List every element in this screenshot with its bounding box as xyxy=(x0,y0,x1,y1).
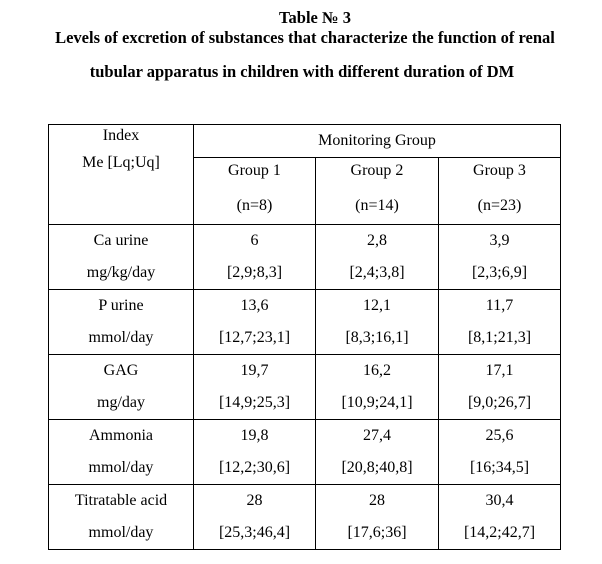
value-cell xyxy=(439,290,561,355)
value-cell xyxy=(439,225,561,290)
quartile-range: [25,3;46,4] xyxy=(218,524,291,541)
quartile-range: [8,3;16,1] xyxy=(345,329,409,346)
median-value: 17,1 xyxy=(485,362,514,379)
row-name: Ammonia xyxy=(89,427,153,444)
median-value: 3,9 xyxy=(489,232,510,249)
quartile-range: [2,3;6,9] xyxy=(471,264,528,281)
row-unit: mmol/day xyxy=(88,459,154,476)
row-label-cell xyxy=(49,290,194,355)
quartile-range: [14,9;25,3] xyxy=(218,394,291,411)
median-value: 19,7 xyxy=(240,362,269,379)
quartile-range: [14,2;42,7] xyxy=(463,524,536,541)
row-name: Titratable acid xyxy=(74,492,168,509)
quartile-range: [16;34,5] xyxy=(469,459,530,476)
table-title-line-1: Levels of excretion of substances that characterize the function of renal xyxy=(55,28,555,47)
group-3-header xyxy=(439,158,561,225)
row-unit: mg/day xyxy=(97,394,145,411)
table-title-line-2: tubular apparatus in children with different duration of DM xyxy=(89,62,515,81)
value-cell xyxy=(194,485,316,550)
quartile-range: [8,1;21,3] xyxy=(467,329,532,346)
group-count: (n=8) xyxy=(236,197,273,214)
group-name: Group 3 xyxy=(473,162,526,179)
quartile-range: [2,4;3,8] xyxy=(349,264,405,281)
median-value: 12,1 xyxy=(363,297,391,314)
index-header-label: Index xyxy=(102,127,140,144)
row-name: GAG xyxy=(103,362,139,379)
row-name: P urine xyxy=(98,297,144,314)
row-label-cell xyxy=(49,485,194,550)
group-name: Group 1 xyxy=(228,162,281,179)
group-count: (n=23) xyxy=(477,197,522,214)
table-row xyxy=(49,355,561,420)
quartile-range: [12,2;30,6] xyxy=(218,459,291,476)
row-name: Ca urine xyxy=(93,232,149,249)
quartile-range: [10,9;24,1] xyxy=(341,394,413,411)
table-number: Table № 3 xyxy=(279,8,351,27)
median-value: 25,6 xyxy=(485,427,514,444)
value-cell xyxy=(439,420,561,485)
median-value: 6 xyxy=(250,232,259,249)
median-value: 2,8 xyxy=(367,232,387,249)
value-cell xyxy=(194,420,316,485)
group-1-header xyxy=(194,158,316,225)
row-unit: mmol/day xyxy=(88,329,154,346)
median-value: 28 xyxy=(246,492,263,509)
index-header-cell xyxy=(49,125,194,225)
index-header-stat: Me [Lq;Uq] xyxy=(82,154,160,171)
value-cell xyxy=(316,485,439,550)
value-cell xyxy=(194,225,316,290)
value-cell xyxy=(439,485,561,550)
median-value: 28 xyxy=(369,492,385,509)
median-value: 16,2 xyxy=(363,362,391,379)
value-cell xyxy=(316,355,439,420)
quartile-range: [12,7;23,1] xyxy=(218,329,291,346)
table-row xyxy=(49,290,561,355)
row-unit: mmol/day xyxy=(88,524,154,541)
table-row xyxy=(49,225,561,290)
quartile-range: [9,0;26,7] xyxy=(467,394,532,411)
monitoring-group-header: Monitoring Group xyxy=(194,125,561,158)
value-cell xyxy=(194,290,316,355)
group-2-header xyxy=(316,158,439,225)
value-cell xyxy=(316,225,439,290)
row-unit: mg/kg/day xyxy=(86,264,156,281)
value-cell xyxy=(439,355,561,420)
table-row xyxy=(49,485,561,550)
group-count: (n=14) xyxy=(355,197,399,214)
median-value: 30,4 xyxy=(485,492,514,509)
median-value: 13,6 xyxy=(240,297,269,314)
quartile-range: [2,9;8,3] xyxy=(226,264,283,281)
row-label-cell xyxy=(49,420,194,485)
table-row xyxy=(49,420,561,485)
value-cell xyxy=(316,290,439,355)
header-row xyxy=(49,125,561,158)
quartile-range: [20,8;40,8] xyxy=(341,459,413,476)
median-value: 11,7 xyxy=(485,297,514,314)
median-value: 27,4 xyxy=(363,427,391,444)
row-label-cell xyxy=(49,225,194,290)
excretion-table xyxy=(48,124,561,550)
value-cell xyxy=(194,355,316,420)
quartile-range: [17,6;36] xyxy=(347,524,407,541)
value-cell xyxy=(316,420,439,485)
median-value: 19,8 xyxy=(240,427,269,444)
group-name: Group 2 xyxy=(350,162,404,179)
row-label-cell xyxy=(49,355,194,420)
